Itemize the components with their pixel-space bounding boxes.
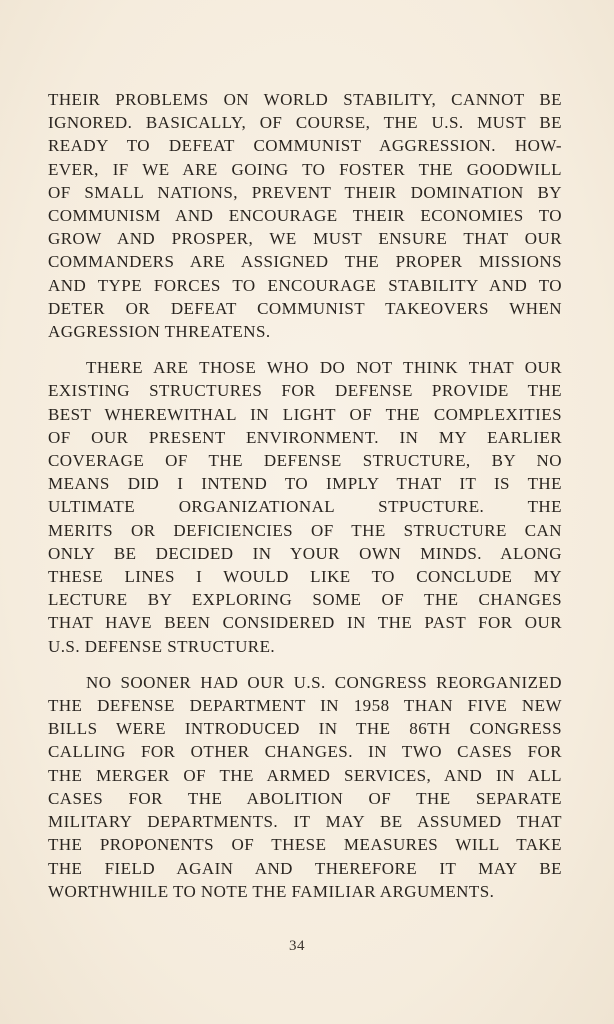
text-line: MERITS OR DEFICIENCIES OF THE STRUCTURE CAN [48, 520, 562, 540]
text-line: THE FIELD AGAIN AND THEREFORE IT MAY BE [48, 858, 562, 878]
text-line: THAT HAVE BEEN CONSIDERED IN THE PAST FOR OUR [48, 613, 562, 633]
text-line: OF OUR PRESENT ENVIRONMENT. IN MY EARLIER [48, 427, 562, 447]
text-line: ONLY BE DECIDED IN YOUR OWN MINDS. ALONG [48, 543, 562, 563]
text-line: CALLING FOR OTHER CHANGES. IN TWO CASES FOR [48, 742, 562, 762]
page-number: 34 [289, 938, 305, 954]
text-line: THEIR PROBLEMS ON WORLD STABILITY, CANNOT BE [48, 90, 562, 109]
text-line: READY TO DEFEAT COMMUNIST AGGRESSION. HOW- [48, 136, 562, 156]
text-line: IGNORED. BASICALLY, OF COURSE, THE U.S. MUST BE [48, 113, 562, 133]
paragraph-1 [48, 88, 562, 343]
text-line: BILLS WERE INTRODUCED IN THE 86TH CONGRESS [48, 719, 562, 739]
text-line: THE DEFENSE DEPARTMENT IN 1958 THAN FIVE NEW [48, 696, 562, 716]
paragraph-3 [48, 671, 562, 903]
text-line: AGGRESSION THREATENS. [48, 322, 271, 342]
text-line: THERE ARE THOSE WHO DO NOT THINK THAT OUR [86, 358, 562, 378]
text-line: AND TYPE FORCES TO ENCOURAGE STABILITY AND TO [48, 275, 562, 295]
text-line: COMMANDERS ARE ASSIGNED THE PROPER MISSIONS [48, 252, 562, 272]
text-line: U.S. DEFENSE STRUCTURE. [48, 636, 276, 656]
text-line: COMMUNISM AND ENCOURAGE THEIR ECONOMIES TO [48, 206, 562, 226]
text-line: CASES FOR THE ABOLITION OF THE SEPARATE [48, 788, 562, 808]
text-line: EVER, IF WE ARE GOING TO FOSTER THE GOODWILL [48, 159, 562, 179]
text-line: THESE LINES I WOULD LIKE TO CONCLUDE MY [48, 567, 562, 587]
text-line: GROW AND PROSPER, WE MUST ENSURE THAT OUR [48, 229, 562, 249]
text-line: BEST WHEREWITHAL IN LIGHT OF THE COMPLEXITIES [48, 404, 562, 424]
body-text [48, 88, 562, 916]
text-line: MEANS DID I INTEND TO IMPLY THAT IT IS THE [48, 474, 562, 494]
text-line: THE PROPONENTS OF THESE MEASURES WILL TAKE [48, 835, 562, 855]
text-line: THE MERGER OF THE ARMED SERVICES, AND IN ALL [48, 765, 562, 785]
text-line: EXISTING STRUCTURES FOR DEFENSE PROVIDE THE [48, 381, 562, 401]
text-line: DETER OR DEFEAT COMMUNIST TAKEOVERS WHEN [48, 298, 562, 318]
text-line: ULTIMATE ORGANIZATIONAL STPUCTURE. THE [48, 497, 562, 517]
text-line: COVERAGE OF THE DEFENSE STRUCTURE, BY NO [48, 451, 562, 471]
paragraph-2 [48, 356, 562, 658]
text-line: WORTHWHILE TO NOTE THE FAMILIAR ARGUMENTS. [48, 881, 495, 901]
text-line: MILITARY DEPARTMENTS. IT MAY BE ASSUMED THAT [48, 812, 562, 832]
text-line: LECTURE BY EXPLORING SOME OF THE CHANGES [48, 590, 562, 610]
text-line: OF SMALL NATIONS, PREVENT THEIR DOMINATION BY [48, 182, 562, 202]
text-line: NO SOONER HAD OUR U.S. CONGRESS REORGANIZED [86, 672, 562, 692]
